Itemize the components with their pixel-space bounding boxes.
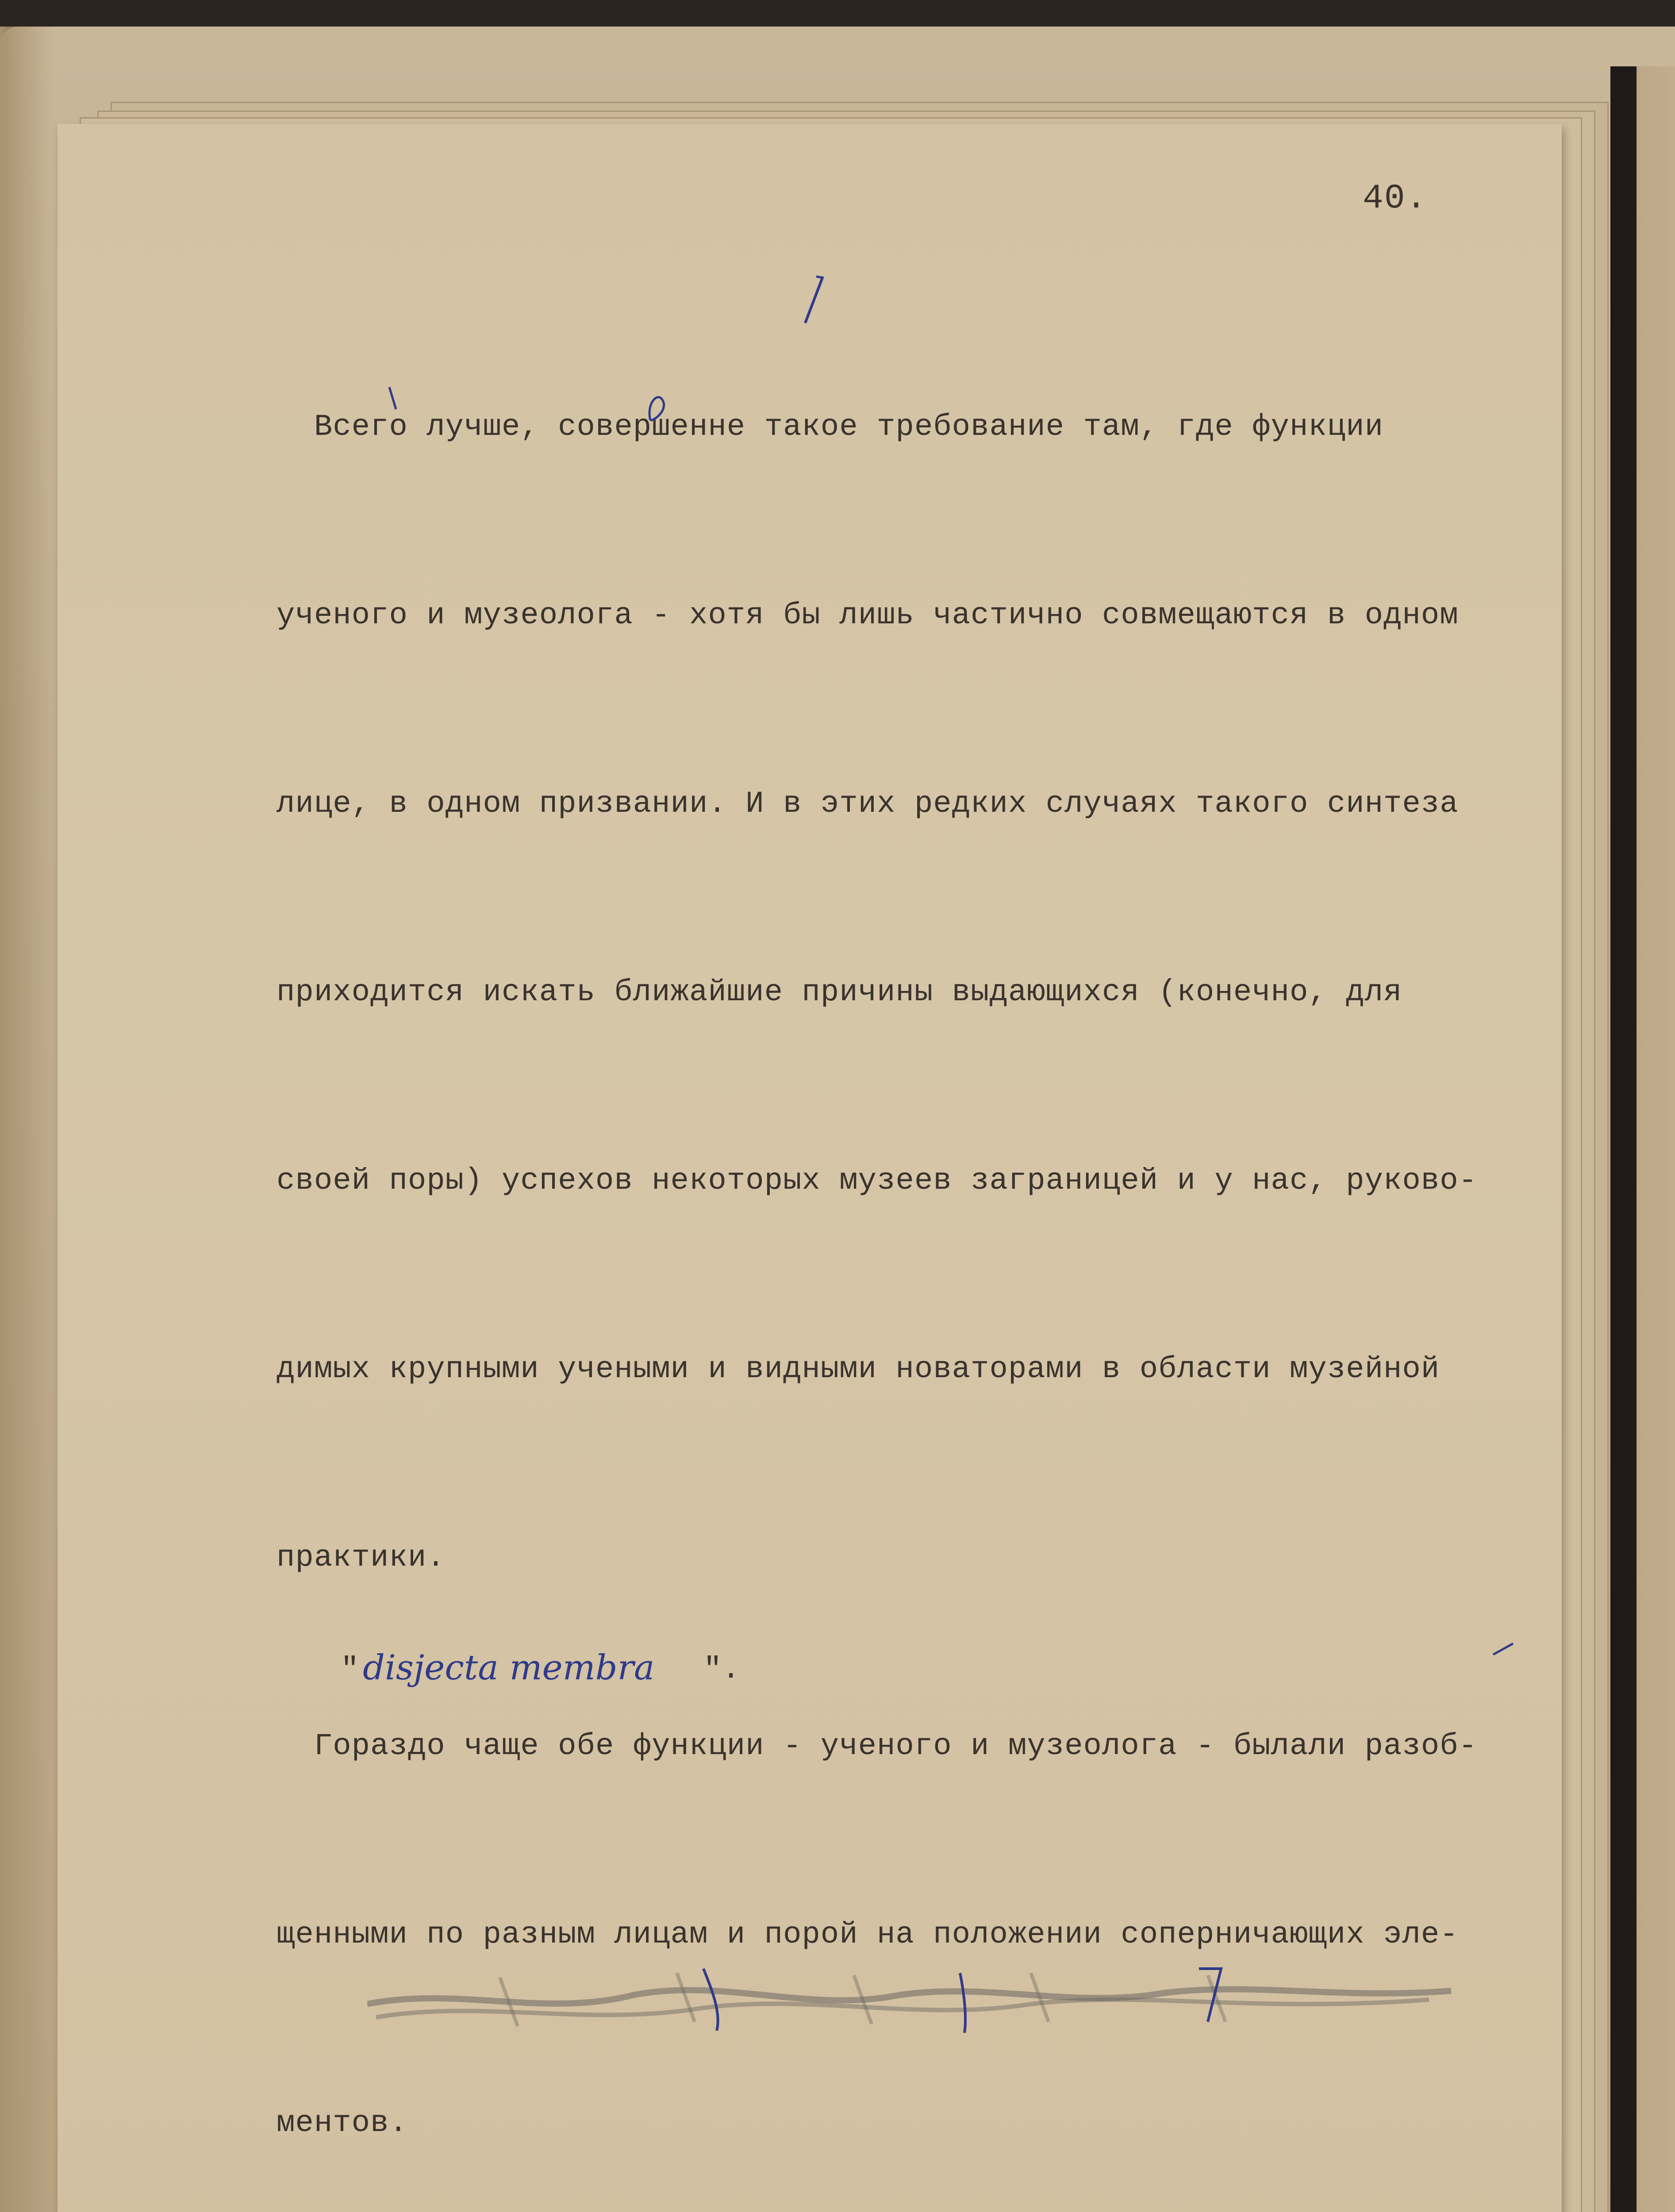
- quote-open: ": [341, 1652, 359, 1687]
- text-line: своей поры) успехов некоторых музеев заграницей и у нас, руково-: [277, 1164, 1478, 1198]
- typed-page: [58, 124, 1562, 2212]
- text-line: лице, в одном призвании. И в этих редких случаях такого синтеза: [277, 787, 1459, 821]
- correction-letter-icon: [642, 385, 677, 429]
- correction-mark-icon: [1491, 1637, 1517, 1663]
- correction-slash-icon: [796, 274, 832, 327]
- handwritten-annotation: disjecta membra: [363, 1648, 655, 1688]
- adjacent-sheet: [1610, 66, 1675, 2212]
- text-line: приходится искать ближайшие причины выдающихся (конечно, для: [277, 975, 1402, 1010]
- text-line: ученого и музеолога - хотя бы лишь частично совмещаются в одном: [277, 598, 1459, 633]
- text-line: ментов.: [277, 2106, 408, 2140]
- text-line: Всего лучше, совершенне такое требование там, где функции: [277, 410, 1383, 444]
- correction-tick-icon: [385, 383, 411, 418]
- folder-edge-shadow: [0, 27, 53, 2212]
- text-line: практики.: [277, 1540, 446, 1575]
- text-line: Гораздо чаще обе функции - ученого и музеолога - былали разоб-: [277, 1729, 1478, 1763]
- quote-close: ".: [703, 1652, 740, 1687]
- page-number: 40.: [1363, 179, 1428, 218]
- text-line: щенными по разным лицам и порой на положении соперничающих эле-: [277, 1917, 1459, 1952]
- text-line: димых крупными учеными и видными новаторами в области музейной: [277, 1352, 1440, 1386]
- pencil-scribble-icon: [367, 1951, 1473, 2039]
- typed-text-body: [277, 270, 1586, 2212]
